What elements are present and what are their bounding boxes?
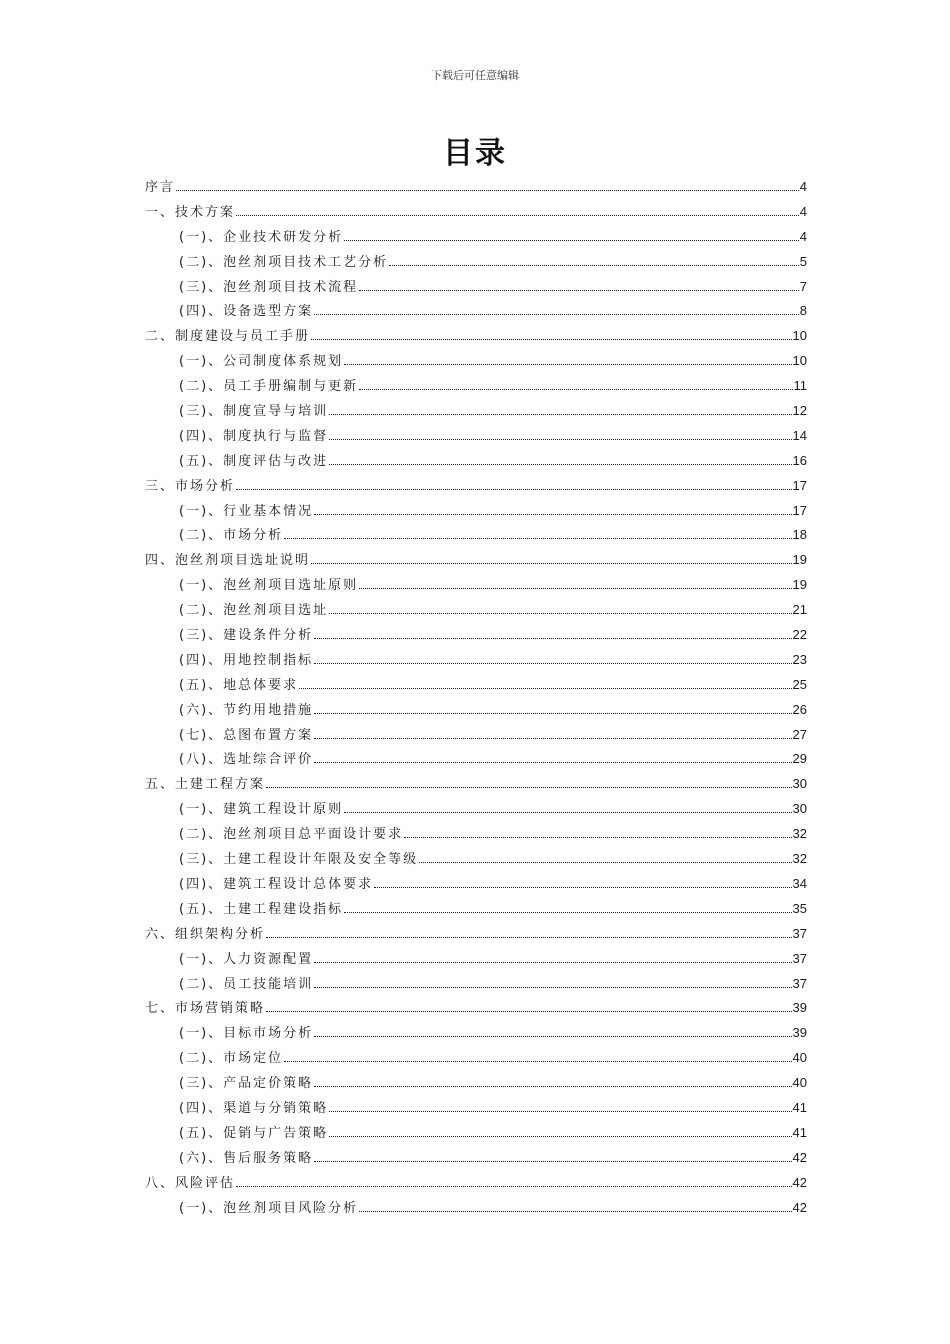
- toc-subsection-entry[interactable]: [145, 1071, 807, 1096]
- toc-entry-title: (一)、泡丝剂项目选址原则: [179, 578, 359, 594]
- toc-dot-leader: [284, 528, 791, 539]
- toc-dot-leader: [266, 777, 792, 788]
- toc-page-number: 37: [792, 950, 807, 966]
- toc-page-number: 30: [792, 801, 807, 817]
- toc-dot-leader: [359, 578, 791, 589]
- toc-page-number: 42: [792, 1174, 807, 1190]
- toc-subsection-entry[interactable]: [145, 822, 807, 847]
- toc-page-number: 19: [792, 552, 807, 568]
- toc-page-number: 39: [792, 1000, 807, 1016]
- toc-page-number: 10: [792, 328, 807, 344]
- toc-subsection-entry[interactable]: [145, 449, 807, 474]
- toc-entry-title: (一)、公司制度体系规划: [179, 354, 344, 370]
- toc-dot-leader: [314, 304, 799, 315]
- toc-dot-leader: [311, 553, 792, 564]
- toc-dot-leader: [314, 1151, 791, 1162]
- toc-entry-title: (五)、制度评估与改进: [179, 453, 329, 469]
- toc-subsection-entry[interactable]: [145, 349, 807, 374]
- toc-dot-leader: [344, 802, 791, 813]
- toc-entry-title: (四)、制度执行与监督: [179, 428, 329, 444]
- toc-entry-title: (二)、泡丝剂项目选址: [179, 603, 329, 619]
- toc-section-entry[interactable]: [145, 996, 807, 1021]
- toc-subsection-entry[interactable]: [145, 299, 807, 324]
- toc-entry-title: 二、制度建设与员工手册: [145, 329, 311, 345]
- toc-subsection-entry[interactable]: [145, 747, 807, 772]
- toc-dot-leader: [344, 902, 791, 913]
- toc-dot-leader: [314, 653, 791, 664]
- toc-dot-leader: [404, 827, 791, 838]
- toc-subsection-entry[interactable]: [145, 1046, 807, 1071]
- toc-page-number: 42: [792, 1149, 807, 1165]
- toc-page-number: 41: [792, 1099, 807, 1115]
- toc-entry-title: 五、土建工程方案: [145, 777, 266, 793]
- toc-subsection-entry[interactable]: [145, 399, 807, 424]
- toc-entry-title: (一)、目标市场分析: [179, 1026, 314, 1042]
- toc-page-number: 17: [792, 477, 807, 493]
- toc-entry-title: (二)、泡丝剂项目总平面设计要求: [179, 827, 404, 843]
- toc-page-number: 4: [799, 203, 807, 219]
- toc-page-number: 19: [792, 577, 807, 593]
- toc-subsection-entry[interactable]: [145, 623, 807, 648]
- toc-subsection-entry[interactable]: [145, 598, 807, 623]
- toc-subsection-entry[interactable]: [145, 698, 807, 723]
- toc-dot-leader: [314, 504, 791, 515]
- toc-page-number: 12: [792, 403, 807, 419]
- toc-page-number: 4: [799, 179, 807, 194]
- toc-page-number: 41: [792, 1124, 807, 1140]
- toc-subsection-entry[interactable]: [145, 275, 807, 300]
- toc-dot-leader: [236, 205, 799, 216]
- toc-entry-title: (二)、市场定位: [179, 1051, 284, 1067]
- toc-dot-leader: [299, 678, 791, 689]
- toc-entry-title: (三)、土建工程设计年限及安全等级: [179, 852, 419, 868]
- toc-page-number: 26: [792, 701, 807, 717]
- toc-entry-title: (三)、泡丝剂项目技术流程: [179, 279, 359, 295]
- toc-dot-leader: [374, 877, 791, 888]
- toc-dot-leader: [266, 927, 792, 938]
- toc-subsection-entry[interactable]: [145, 225, 807, 250]
- toc-page-number: 30: [792, 776, 807, 792]
- toc-subsection-entry[interactable]: [145, 1146, 807, 1171]
- toc-entry-title: (六)、售后服务策略: [179, 1150, 314, 1166]
- toc-entry-title: (七)、总图布置方案: [179, 727, 314, 743]
- toc-section-entry[interactable]: [145, 324, 807, 349]
- toc-entry-title: (四)、设备选型方案: [179, 304, 314, 320]
- toc-page-number: 16: [792, 452, 807, 468]
- toc-dot-leader: [359, 280, 799, 291]
- toc-subsection-entry[interactable]: [145, 797, 807, 822]
- toc-entry-title: (二)、泡丝剂项目技术工艺分析: [179, 254, 389, 270]
- toc-subsection-entry[interactable]: [145, 523, 807, 548]
- toc-entry-title: (八)、选址综合评价: [179, 752, 314, 768]
- toc-page-number: 32: [792, 851, 807, 867]
- toc-subsection-entry[interactable]: [145, 499, 807, 524]
- toc-dot-leader: [329, 429, 791, 440]
- toc-entry-title: (一)、泡丝剂项目风险分析: [179, 1200, 359, 1216]
- toc-dot-leader: [284, 1051, 791, 1062]
- toc-dot-leader: [329, 1101, 791, 1112]
- toc-dot-leader: [329, 603, 791, 614]
- toc-section-entry[interactable]: [145, 1171, 807, 1196]
- toc-dot-leader: [176, 180, 799, 191]
- toc-subsection-entry[interactable]: [145, 947, 807, 972]
- toc-page-number: 34: [792, 875, 807, 891]
- toc-dot-leader: [359, 1201, 791, 1212]
- toc-section-entry[interactable]: [145, 175, 807, 200]
- toc-page-number: 10: [792, 353, 807, 369]
- toc-page-number: 32: [792, 826, 807, 842]
- toc-page-number: 5: [799, 253, 807, 269]
- toc-page-number: 21: [792, 602, 807, 618]
- toc-subsection-entry[interactable]: [145, 847, 807, 872]
- toc-page-number: 17: [792, 502, 807, 518]
- toc-subsection-entry[interactable]: [145, 1196, 807, 1221]
- toc-page-number: 4: [799, 228, 807, 244]
- toc-entry-title: (一)、人力资源配置: [179, 951, 314, 967]
- toc-entry-title: (五)、地总体要求: [179, 677, 299, 693]
- toc-page-number: 14: [792, 427, 807, 443]
- toc-dot-leader: [359, 379, 792, 390]
- toc-subsection-entry[interactable]: [145, 972, 807, 997]
- toc-entry-title: (四)、渠道与分销策略: [179, 1100, 329, 1116]
- toc-dot-leader: [329, 1126, 791, 1137]
- toc-subsection-entry[interactable]: [145, 648, 807, 673]
- toc-dot-leader: [314, 952, 791, 963]
- toc-entry-title: 序言: [145, 180, 176, 195]
- toc-section-entry[interactable]: [145, 200, 807, 225]
- toc-section-entry[interactable]: [145, 922, 807, 947]
- toc-entry-title: (四)、用地控制指标: [179, 652, 314, 668]
- toc-dot-leader: [314, 728, 791, 739]
- toc-page-number: 23: [792, 651, 807, 667]
- toc-page-number: 35: [792, 900, 807, 916]
- toc-dot-leader: [236, 1176, 792, 1187]
- toc-subsection-entry[interactable]: [145, 573, 807, 598]
- toc-dot-leader: [314, 628, 791, 639]
- toc-entry-title: (一)、行业基本情况: [179, 503, 314, 519]
- toc-entry-title: (六)、节约用地措施: [179, 702, 314, 718]
- page-header-note: 下载后可任意编辑: [431, 69, 519, 82]
- toc-dot-leader: [344, 230, 799, 241]
- toc-entry-title: (一)、建筑工程设计原则: [179, 802, 344, 818]
- toc-section-entry[interactable]: [145, 548, 807, 573]
- toc-subsection-entry[interactable]: [145, 1121, 807, 1146]
- toc-entry-title: (四)、建筑工程设计总体要求: [179, 876, 374, 892]
- toc-entry-title: (二)、员工技能培训: [179, 976, 314, 992]
- toc-dot-leader: [236, 479, 792, 490]
- toc-page-number: 27: [792, 726, 807, 742]
- toc-page-number: 8: [799, 303, 807, 319]
- toc-page-number: 7: [799, 278, 807, 294]
- toc-section-entry[interactable]: [145, 474, 807, 499]
- toc-dot-leader: [311, 329, 792, 340]
- toc-page-number: 40: [792, 1075, 807, 1091]
- toc-entry-title: 六、组织架构分析: [145, 926, 266, 942]
- toc-page-number: 29: [792, 751, 807, 767]
- table-of-contents: [145, 175, 807, 1220]
- toc-page-number: 39: [792, 1025, 807, 1041]
- toc-dot-leader: [419, 852, 791, 863]
- toc-entry-title: (三)、制度宣导与培训: [179, 404, 329, 420]
- toc-section-entry[interactable]: [145, 772, 807, 797]
- toc-entry-title: (三)、产品定价策略: [179, 1076, 314, 1092]
- toc-subsection-entry[interactable]: [145, 250, 807, 275]
- toc-entry-title: 八、风险评估: [145, 1175, 236, 1191]
- toc-dot-leader: [314, 703, 791, 714]
- toc-page-number: 25: [792, 676, 807, 692]
- toc-entry-title: (一)、企业技术研发分析: [179, 229, 344, 245]
- toc-page-number: 22: [792, 627, 807, 643]
- toc-entry-title: 三、市场分析: [145, 478, 236, 494]
- toc-page-number: 40: [792, 1050, 807, 1066]
- toc-entry-title: (五)、促销与广告策略: [179, 1125, 329, 1141]
- toc-title: 目录: [443, 136, 507, 171]
- toc-subsection-entry[interactable]: [145, 1096, 807, 1121]
- toc-page-number: 37: [792, 925, 807, 941]
- toc-dot-leader: [389, 255, 799, 266]
- toc-dot-leader: [314, 1076, 791, 1087]
- toc-page-number: 11: [793, 378, 807, 394]
- toc-dot-leader: [329, 454, 791, 465]
- toc-dot-leader: [314, 977, 791, 988]
- toc-page-number: 42: [792, 1199, 807, 1215]
- toc-dot-leader: [314, 1026, 791, 1037]
- toc-dot-leader: [344, 354, 791, 365]
- toc-entry-title: 四、泡丝剂项目选址说明: [145, 553, 311, 569]
- toc-subsection-entry[interactable]: [145, 872, 807, 897]
- toc-entry-title: (三)、建设条件分析: [179, 628, 314, 644]
- toc-subsection-entry[interactable]: [145, 1021, 807, 1046]
- toc-subsection-entry[interactable]: [145, 723, 807, 748]
- toc-subsection-entry[interactable]: [145, 374, 807, 399]
- toc-entry-title: 一、技术方案: [145, 204, 236, 220]
- toc-page-number: 18: [792, 527, 807, 543]
- toc-subsection-entry[interactable]: [145, 673, 807, 698]
- toc-dot-leader: [266, 1001, 792, 1012]
- toc-subsection-entry[interactable]: [145, 897, 807, 922]
- toc-page-number: 37: [792, 975, 807, 991]
- toc-entry-title: (五)、土建工程建设指标: [179, 901, 344, 917]
- toc-dot-leader: [329, 404, 791, 415]
- toc-subsection-entry[interactable]: [145, 424, 807, 449]
- toc-entry-title: 七、市场营销策略: [145, 1001, 266, 1017]
- toc-dot-leader: [314, 752, 791, 763]
- toc-entry-title: (二)、员工手册编制与更新: [179, 379, 359, 395]
- toc-entry-title: (二)、市场分析: [179, 528, 284, 544]
